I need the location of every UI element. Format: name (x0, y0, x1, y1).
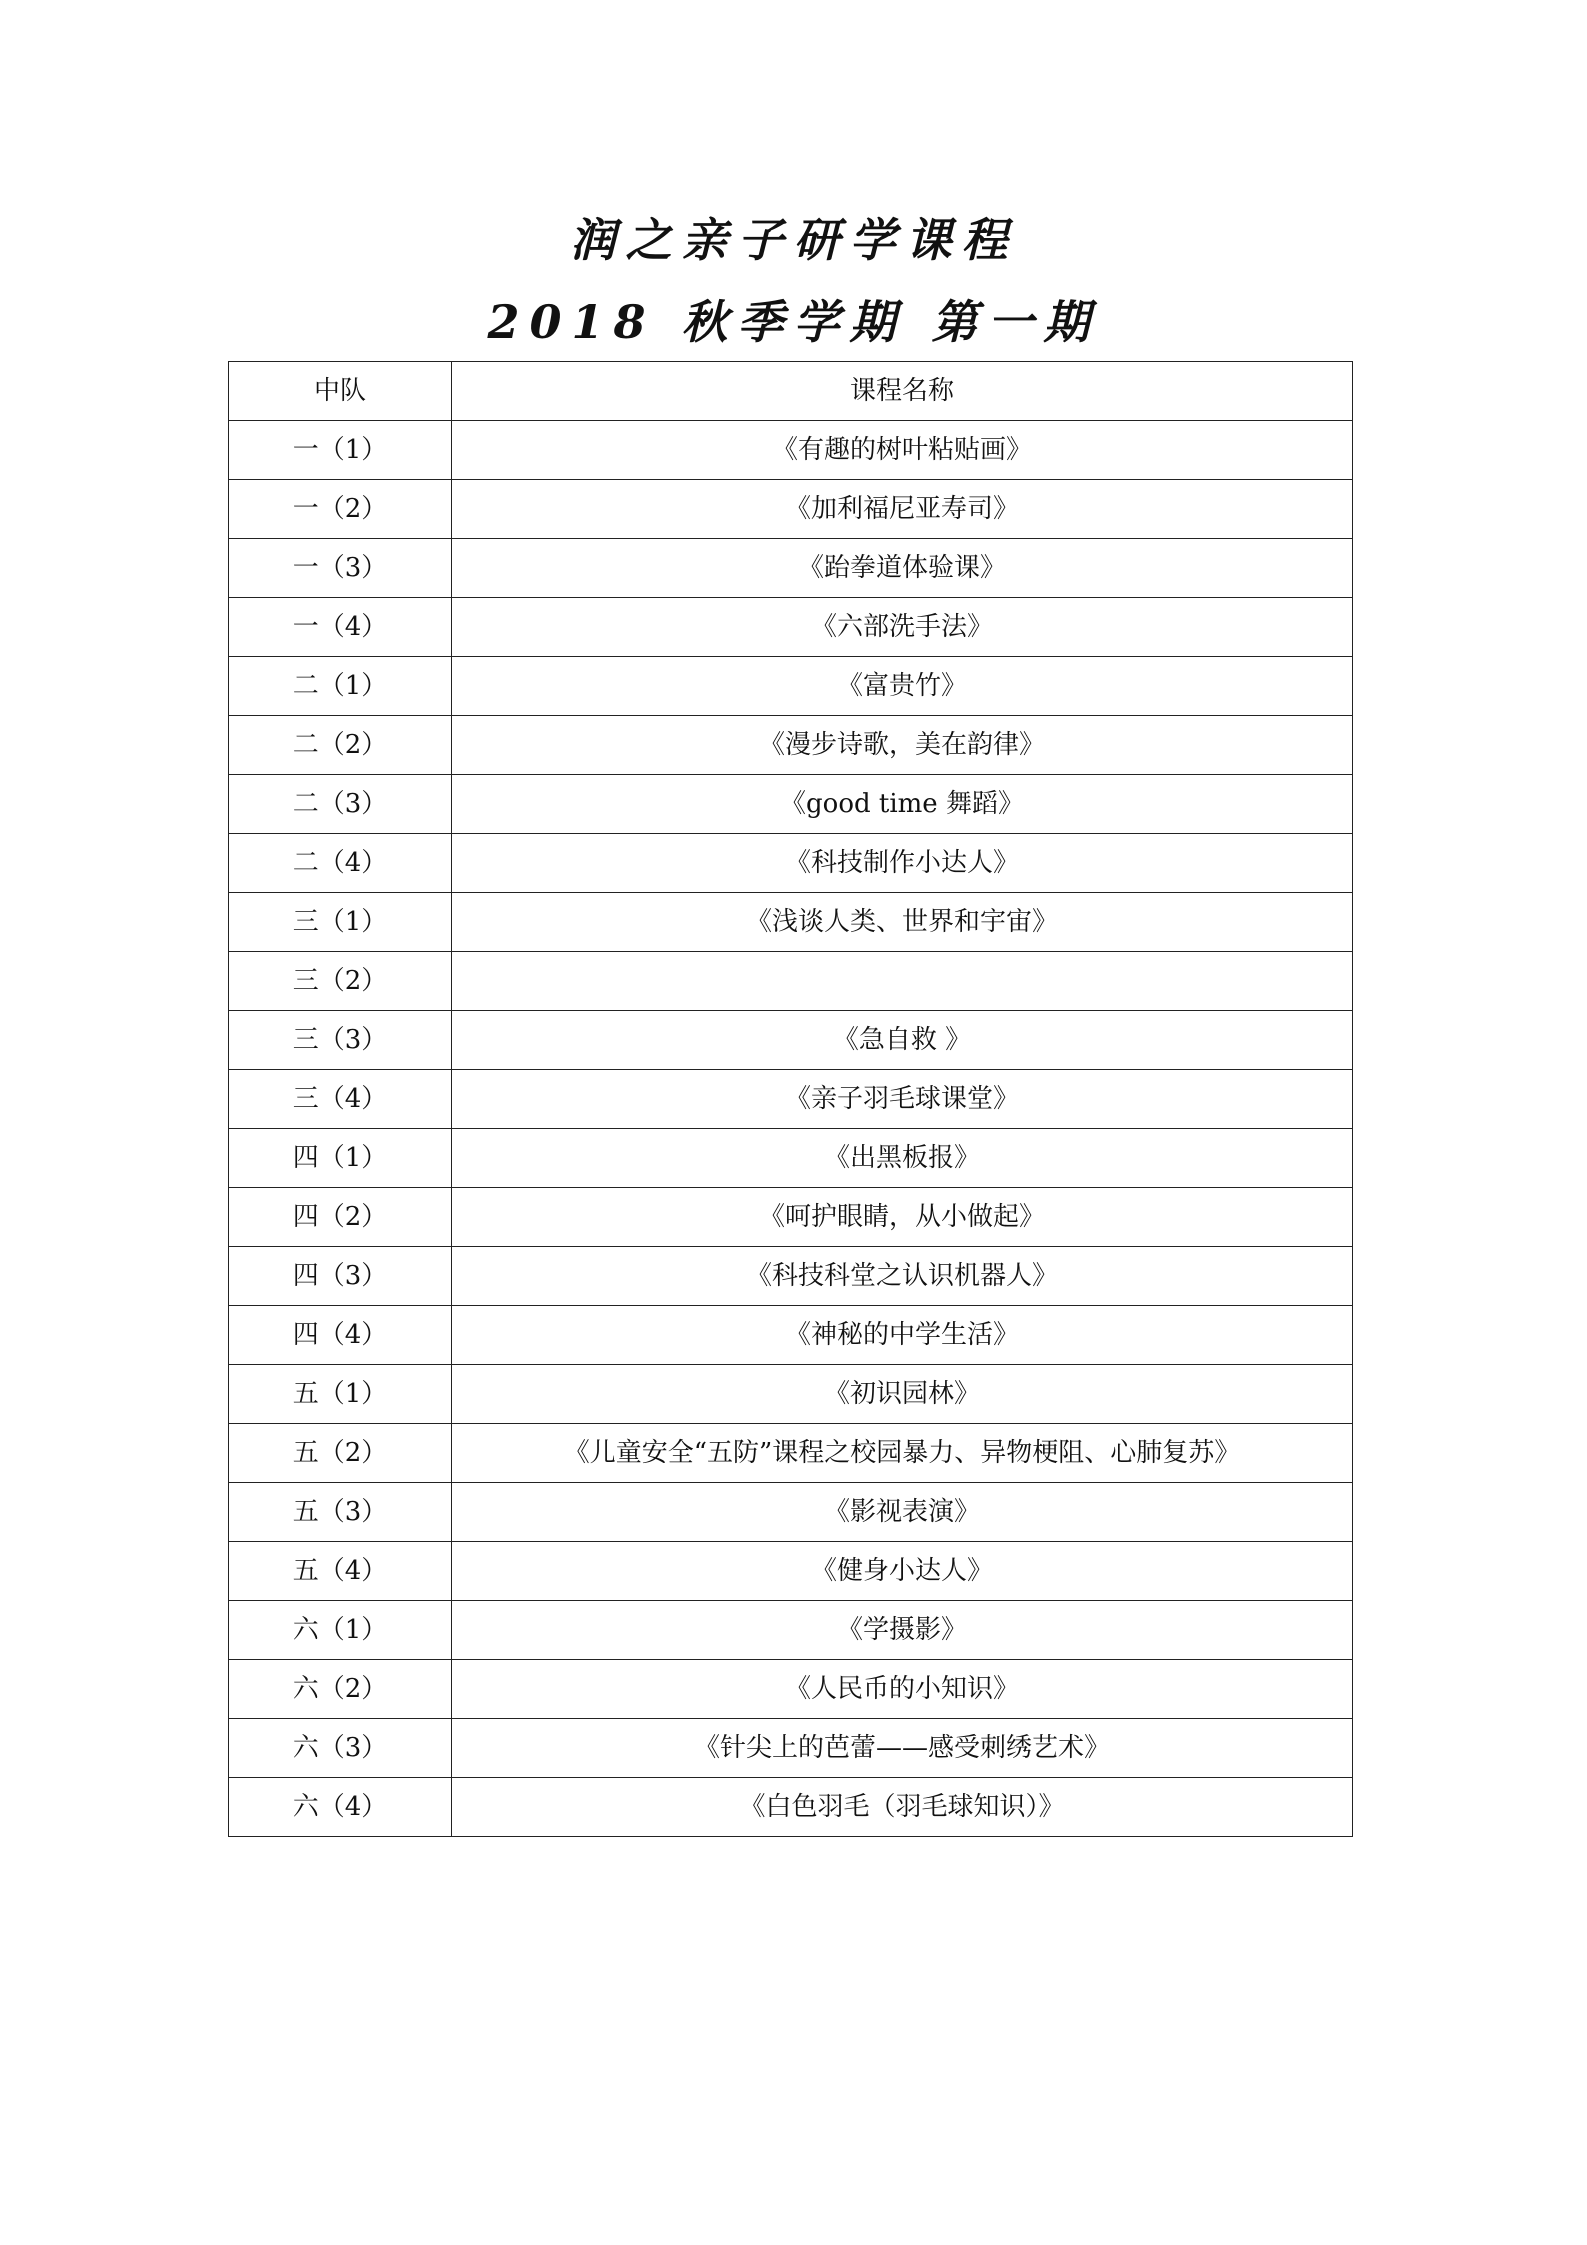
table-header-row (229, 362, 1353, 421)
course-cell: 《人民币的小知识》 (452, 1660, 1353, 1719)
squad-cell: 四（2） (229, 1188, 452, 1247)
table-row (229, 775, 1353, 834)
squad-cell: 六（4） (229, 1778, 452, 1837)
squad-cell: 一（1） (229, 421, 452, 480)
table-row (229, 657, 1353, 716)
course-cell: 《亲子羽毛球课堂》 (452, 1070, 1353, 1129)
table-row (229, 1660, 1353, 1719)
table-row (229, 1601, 1353, 1660)
table-row (229, 1719, 1353, 1778)
squad-cell: 一（3） (229, 539, 452, 598)
squad-cell: 六（2） (229, 1660, 452, 1719)
course-table-body (229, 362, 1353, 1837)
course-cell: 《科技科堂之认识机器人》 (452, 1247, 1353, 1306)
table-row (229, 1306, 1353, 1365)
table-row (229, 421, 1353, 480)
course-cell: 《漫步诗歌，美在韵律》 (452, 716, 1353, 775)
document-title: 润之亲子研学课程 (569, 213, 1018, 267)
table-row (229, 1247, 1353, 1306)
squad-cell: 一（2） (229, 480, 452, 539)
course-cell: 《初识园林》 (452, 1365, 1353, 1424)
course-cell: 《健身小达人》 (452, 1542, 1353, 1601)
squad-cell: 二（4） (229, 834, 452, 893)
table-row (229, 1129, 1353, 1188)
table-row (229, 539, 1353, 598)
squad-cell: 五（2） (229, 1424, 452, 1483)
course-cell: 《出黑板报》 (452, 1129, 1353, 1188)
squad-cell: 五（1） (229, 1365, 452, 1424)
table-row (229, 893, 1353, 952)
course-cell: 《加利福尼亚寿司》 (452, 480, 1353, 539)
squad-cell: 四（3） (229, 1247, 452, 1306)
table-row (229, 952, 1353, 1011)
course-cell (452, 952, 1353, 1011)
course-cell: 《有趣的树叶粘贴画》 (452, 421, 1353, 480)
squad-cell: 三（4） (229, 1070, 452, 1129)
squad-cell: 三（1） (229, 893, 452, 952)
course-cell: 《儿童安全“五防”课程之校园暴力、异物梗阻、心肺复苏》 (452, 1424, 1353, 1483)
table-row (229, 1483, 1353, 1542)
table-row (229, 1542, 1353, 1601)
header-course: 课程名称 (452, 362, 1353, 421)
course-cell: 《呵护眼睛，从小做起》 (452, 1188, 1353, 1247)
header-squad: 中队 (229, 362, 452, 421)
course-cell: 《白色羽毛（羽毛球知识）》 (452, 1778, 1353, 1837)
course-cell: 《学摄影》 (452, 1601, 1353, 1660)
course-cell: 《六部洗手法》 (452, 598, 1353, 657)
course-cell: 《跆拳道体验课》 (452, 539, 1353, 598)
squad-cell: 四（4） (229, 1306, 452, 1365)
table-row (229, 1778, 1353, 1837)
course-cell: 《富贵竹》 (452, 657, 1353, 716)
course-cell: 《针尖上的芭蕾——感受刺绣艺术》 (452, 1719, 1353, 1778)
table-row (229, 1070, 1353, 1129)
squad-cell: 四（1） (229, 1129, 452, 1188)
course-cell: 《影视表演》 (452, 1483, 1353, 1542)
squad-cell: 五（4） (229, 1542, 452, 1601)
course-cell: 《急自救 》 (452, 1011, 1353, 1070)
squad-cell: 三（3） (229, 1011, 452, 1070)
table-row (229, 1188, 1353, 1247)
squad-cell: 三（2） (229, 952, 452, 1011)
squad-cell: 一（4） (229, 598, 452, 657)
course-cell: 《浅谈人类、世界和宇宙》 (452, 893, 1353, 952)
table-row (229, 1365, 1353, 1424)
table-row (229, 834, 1353, 893)
table-row (229, 716, 1353, 775)
course-table (228, 361, 1353, 1837)
squad-cell: 六（1） (229, 1601, 452, 1660)
document-subtitle: 2018 秋季学期 第一期 (487, 295, 1100, 349)
squad-cell: 二（2） (229, 716, 452, 775)
table-row (229, 1011, 1353, 1070)
table-row (229, 480, 1353, 539)
squad-cell: 二（1） (229, 657, 452, 716)
squad-cell: 二（3） (229, 775, 452, 834)
squad-cell: 五（3） (229, 1483, 452, 1542)
course-cell: 《good time 舞蹈》 (452, 775, 1353, 834)
table-row (229, 598, 1353, 657)
squad-cell: 六（3） (229, 1719, 452, 1778)
course-cell: 《科技制作小达人》 (452, 834, 1353, 893)
course-cell: 《神秘的中学生活》 (452, 1306, 1353, 1365)
table-row (229, 1424, 1353, 1483)
